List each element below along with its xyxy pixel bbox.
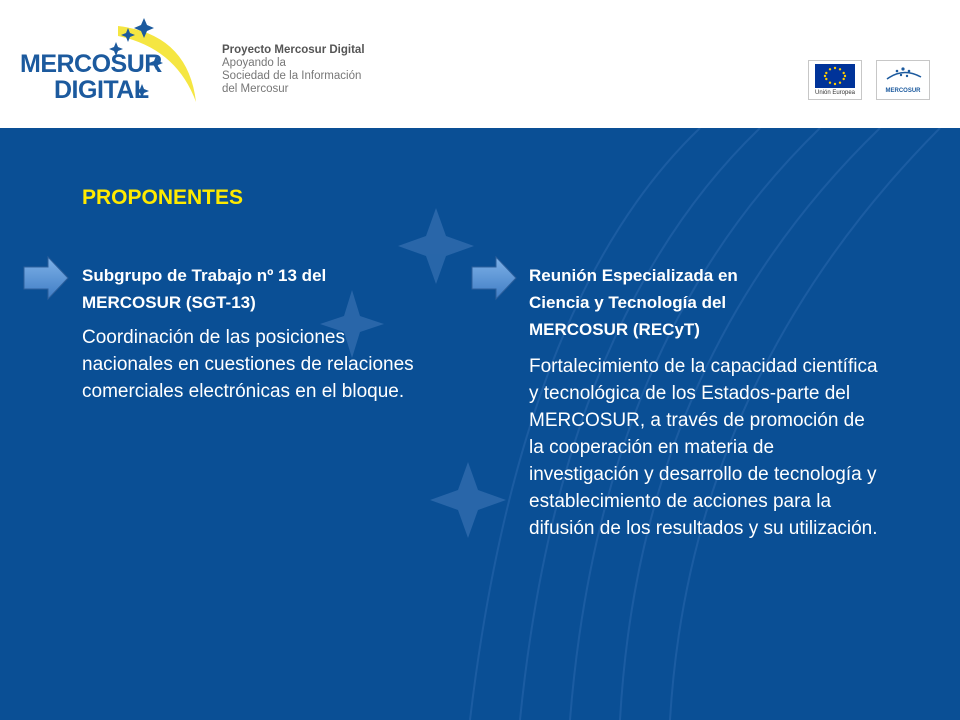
project-line-3: Sociedad de la Información [222, 70, 362, 82]
mercosur-digital-logo [18, 14, 208, 114]
right-description: Fortalecimiento de la capacidad científica y tecnológica de los Estados-parte del MERCOSUR, a través de promoción de la cooperación en materia de investigación y desarrollo de tecnología y establecimiento de acciones para la difusión de los resultados y su utilización. [529, 356, 878, 539]
project-line-2: Apoyando la [222, 57, 286, 69]
right-heading [529, 262, 879, 343]
mercosur-caption: MERCOSUR [885, 88, 921, 94]
eu-caption: Unión Europea [814, 90, 856, 96]
eu-badge [808, 60, 862, 100]
logo-text-digital: DIGITAL [54, 76, 149, 104]
project-line-4: del Mercosur [222, 83, 289, 95]
right-column [529, 262, 879, 542]
right-heading-line-1: Reunión Especializada en [529, 266, 738, 285]
left-heading [82, 262, 434, 316]
right-heading-line-2: Ciencia y Tecnología del [529, 293, 727, 312]
left-heading-line-2: MERCOSUR (SGT-13) [82, 293, 256, 312]
left-heading-line-1: Subgrupo de Trabajo nº 13 del [82, 266, 327, 285]
header-bar [0, 0, 960, 128]
page-title: PROPONENTES [82, 186, 244, 209]
arrow-right-icon [470, 255, 518, 301]
left-column [82, 262, 434, 405]
left-description: Coordinación de las posiciones nacionales en cuestiones de relaciones comerciales electrónicas en el bloque. [82, 327, 414, 402]
project-title: Proyecto Mercosur Digital [222, 44, 365, 56]
arrow-right-icon [22, 255, 70, 301]
eu-flag-icon [809, 61, 861, 89]
mercosur-stars-icon [877, 61, 929, 89]
project-description [222, 44, 365, 96]
logo-text-mercosur: MERCOSUR [20, 50, 162, 78]
right-heading-line-3: MERCOSUR (RECyT) [529, 320, 700, 339]
mercosur-badge [876, 60, 930, 100]
